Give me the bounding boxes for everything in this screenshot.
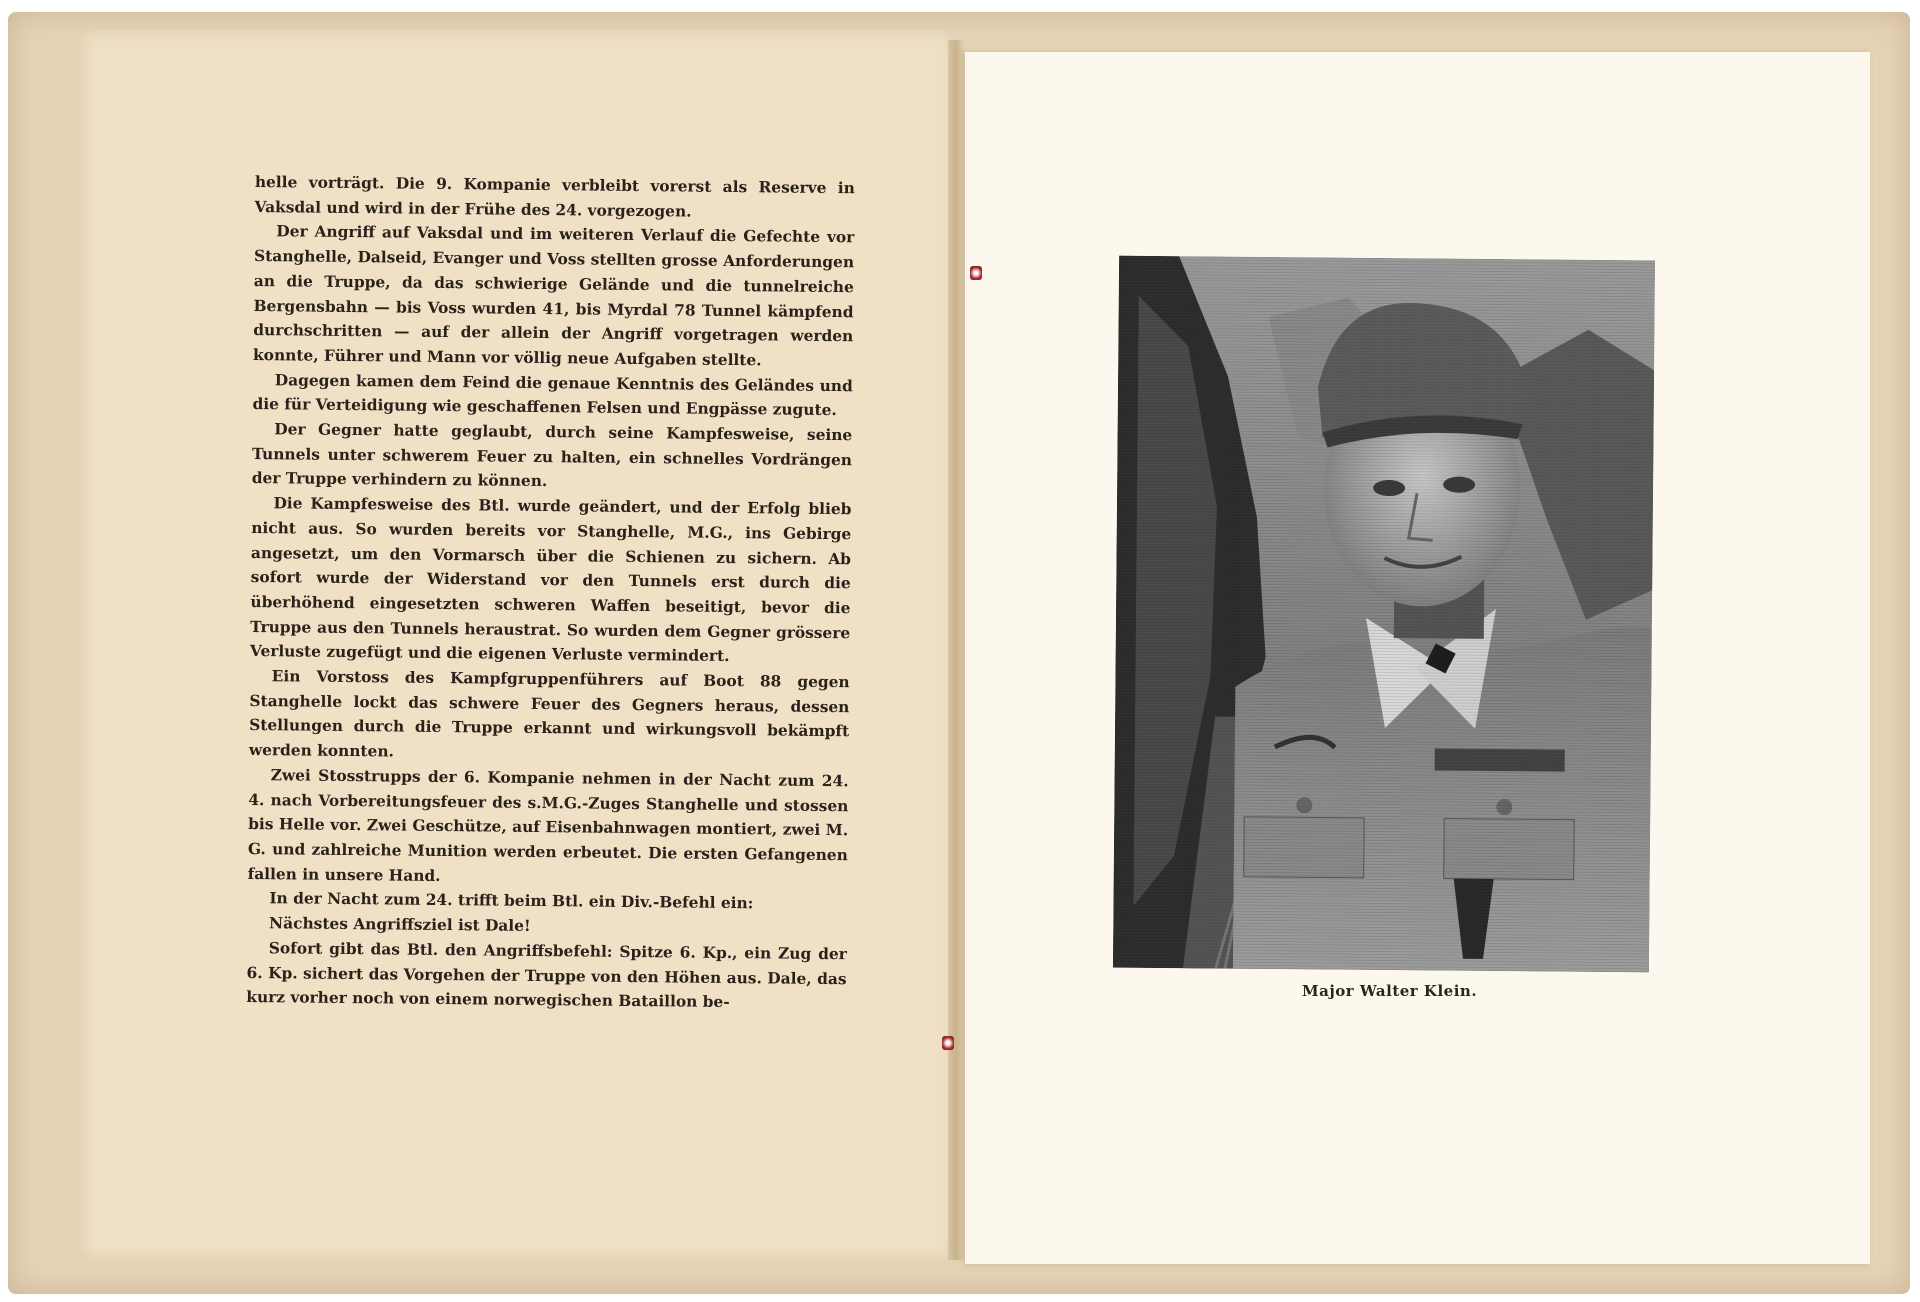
paragraph: Zwei Stosstrupps der 6. Kompanie nehmen in der Nacht zum 24. 4. nach Vorbereitungsfeuer des s.M.G.-Zuges Stanghelle und stossen bis Helle vor. Zwei Geschütze, auf Eisenbahnwagen montiert, zwei M. G. und zahlreiche Munition werden erbeutet. Die ersten Gefangenen fallen in unsere Hand.: [247, 766, 849, 885]
paragraph: Der Angriff auf Vaksdal und im weiteren Verlauf die Gefechte vor Stanghelle, Dalseid, Evanger und Voss stellten grosse Anforderungen an die Truppe, da das schwierige Gelände und die tunnelreiche Bergensbahn — bis Voss wurden 41, bis Myrdal 78 Tunnel kämpfend durchschritten — auf der allein der Angriff vorgetragen werden konnte, Führer und Mann vor völlig neue Aufgaben stellte.: [252, 222, 855, 370]
paragraph: Ein Vorstoss des Kampfgruppenführers auf Boot 88 gegen Stanghelle lockt das schwere Feuer des Gegners heraus, dessen Stellungen durch die Truppe erkannt und wirkungsvoll bekämpft werden konnten.: [248, 667, 850, 761]
paragraph: Dagegen kamen dem Feind die genaue Kenntnis des Geländes und die für Verteidigung wie geschaffenen Felsen und Engpässe zugute.: [252, 370, 853, 420]
binding-gutter: [948, 40, 964, 1260]
paragraph: Nächstes Angriffsziel ist Dale!: [269, 914, 531, 936]
binding-thread-bottom: [942, 1036, 954, 1050]
paragraph: In der Nacht zum 24. trifft beim Btl. ein Div.-Befehl ein:: [269, 889, 754, 913]
paragraph: Die Kampfesweise des Btl. wurde geändert, und der Erfolg blieb nicht aus. So wurden bereits vor Stanghelle, M.G., ins Gebirge angesetzt, um den Vormarsch über die Schienen zu sichern. Ab sofort wurde der Widerstand vor den Tunnels erst durch die überhöhend eingesetzten schweren Waffen beseitigt, bevor die Truppe aus den Tunnels heraustrat. So wurden dem Gegner grössere Verluste zugefügt und die eigenen Verluste vermindert.: [249, 494, 852, 666]
portrait-photo: [1113, 256, 1655, 973]
portrait-caption: Major Walter Klein.: [1302, 982, 1478, 1000]
paragraph: Der Gegner hatte geglaubt, durch seine Kampfesweise, seine Tunnels unter schwerem Feuer zu halten, ein schnelles Vordrängen der Truppe verhindern zu können.: [251, 420, 853, 491]
paragraph: helle vorträgt. Die 9. Kompanie verbleibt vorerst als Reserve in Vaksdal und wird in der Frühe des 24. vorgezogen.: [254, 172, 855, 221]
body-text: [246, 170, 855, 1016]
binding-thread-top: [970, 266, 982, 280]
paragraph: Sofort gibt das Btl. den Angriffsbefehl: Spitze 6. Kp., ein Zug der 6. Kp. sichert das Vorgehen der Truppe von den Höhen aus. Dale, das kurz vorher noch von einem norwegischen Bataillon be-: [246, 938, 847, 1012]
